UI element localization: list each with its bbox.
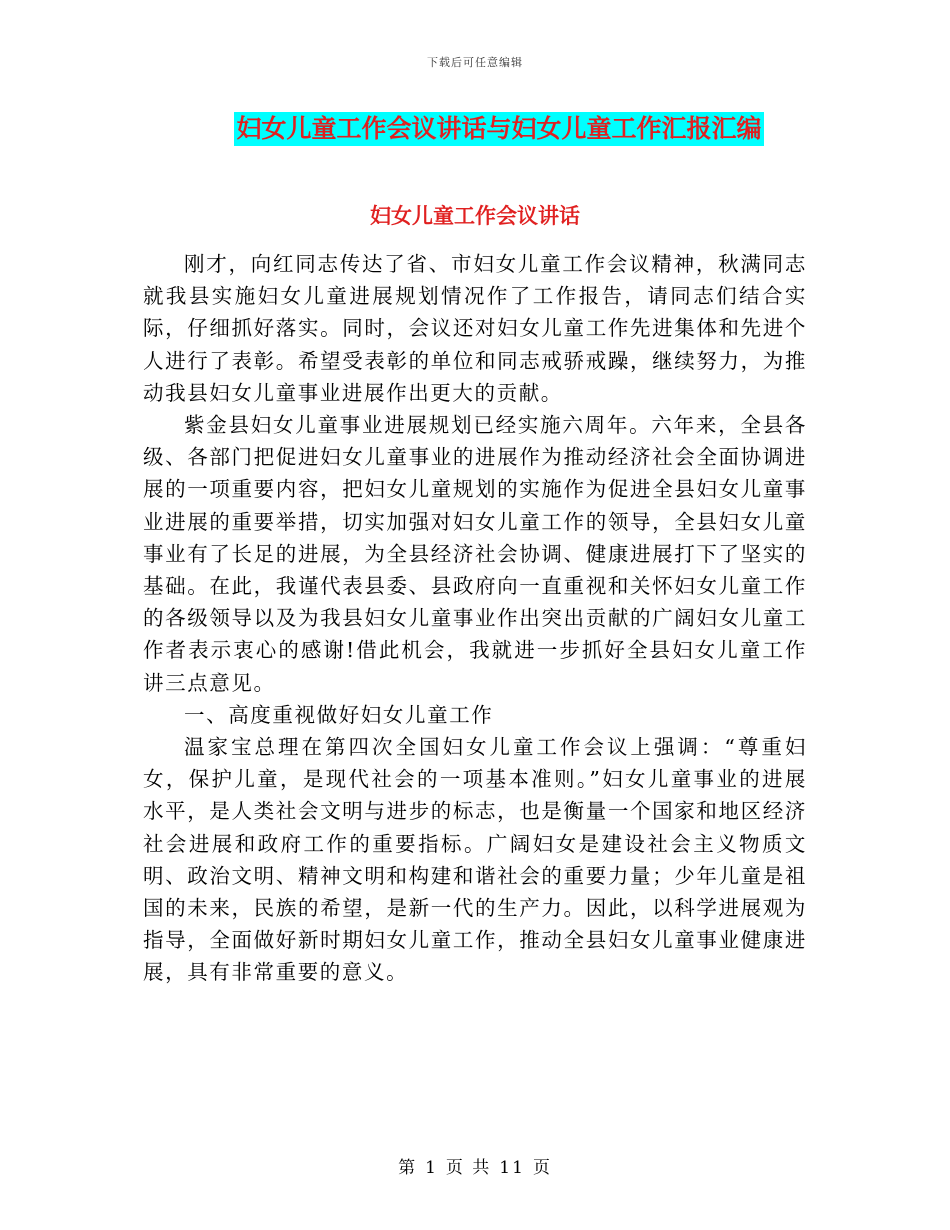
body-paragraph: 紫金县妇女儿童事业进展规划已经实施六周年。六年来，全县各级、各部门把促进妇女儿童事业的进展作为推动经济社会全面协调进展的一项重要内容，把妇女儿童规划的实施作为促进全县妇女儿童事业进展的重要举措，切实加强对妇女儿童工作的领导，全县妇女儿童事业有了长足的进展，为全县经济社会协调、健康进展打下了坚实的基础。在此，我谨代表县委、县政府向一直重视和关怀妇女儿童工作的各级领导以及为我县妇女儿童事业作出突出贡献的广阔妇女儿童工作者表示衷心的感谢!借此机会，我就进一步抓好全县妇女儿童工作讲三点意见。: [143, 413, 807, 695]
page-current: 1: [425, 1158, 438, 1178]
page-total: 11: [499, 1158, 525, 1178]
section-heading: 一、高度重视做好妇女儿童工作: [184, 702, 494, 727]
header-note: 下载后可任意编辑: [427, 56, 523, 69]
body-paragraph: 温家宝总理在第四次全国妇女儿童工作会议上强调：“尊重妇女，保护儿童，是现代社会的一项基本准则。”妇女儿童事业的进展水平，是人类社会文明与进步的标志，也是衡量一个国家和地区经济社会进展和政府工作的重要指标。广阔妇女是建设社会主义物质文明、政治文明、精神文明和构建和谐社会的重要力量；少年儿童是祖国的未来，民族的希望，是新一代的生产力。因此，以科学进展观为指导，全面做好新时期妇女儿童工作，推动全县妇女儿童事业健康进展，具有非常重要的意义。: [143, 735, 807, 985]
document-body: [143, 248, 807, 989]
page-footer: [0, 1153, 950, 1178]
page-prefix: 第: [398, 1158, 418, 1178]
main-title-wrap: [0, 112, 950, 146]
body-paragraph: 刚才，向红同志传达了省、市妇女儿童工作会议精神，秋满同志就我县实施妇女儿童进展规划情况作了工作报告，请同志们结合实际，仔细抓好落实。同时，会议还对妇女儿童工作先进集体和先进个人进行了表彰。希望受表彰的单位和同志戒骄戒躁，继续努力，为推动我县妇女儿童事业进展作出更大的贡献。: [143, 252, 807, 405]
section-title: 妇女儿童工作会议讲话: [370, 203, 580, 228]
page-middle: 页 共: [445, 1158, 492, 1178]
page-suffix: 页: [532, 1158, 552, 1178]
document-title: 妇女儿童工作会议讲话与妇女儿童工作汇报汇编: [234, 112, 763, 146]
